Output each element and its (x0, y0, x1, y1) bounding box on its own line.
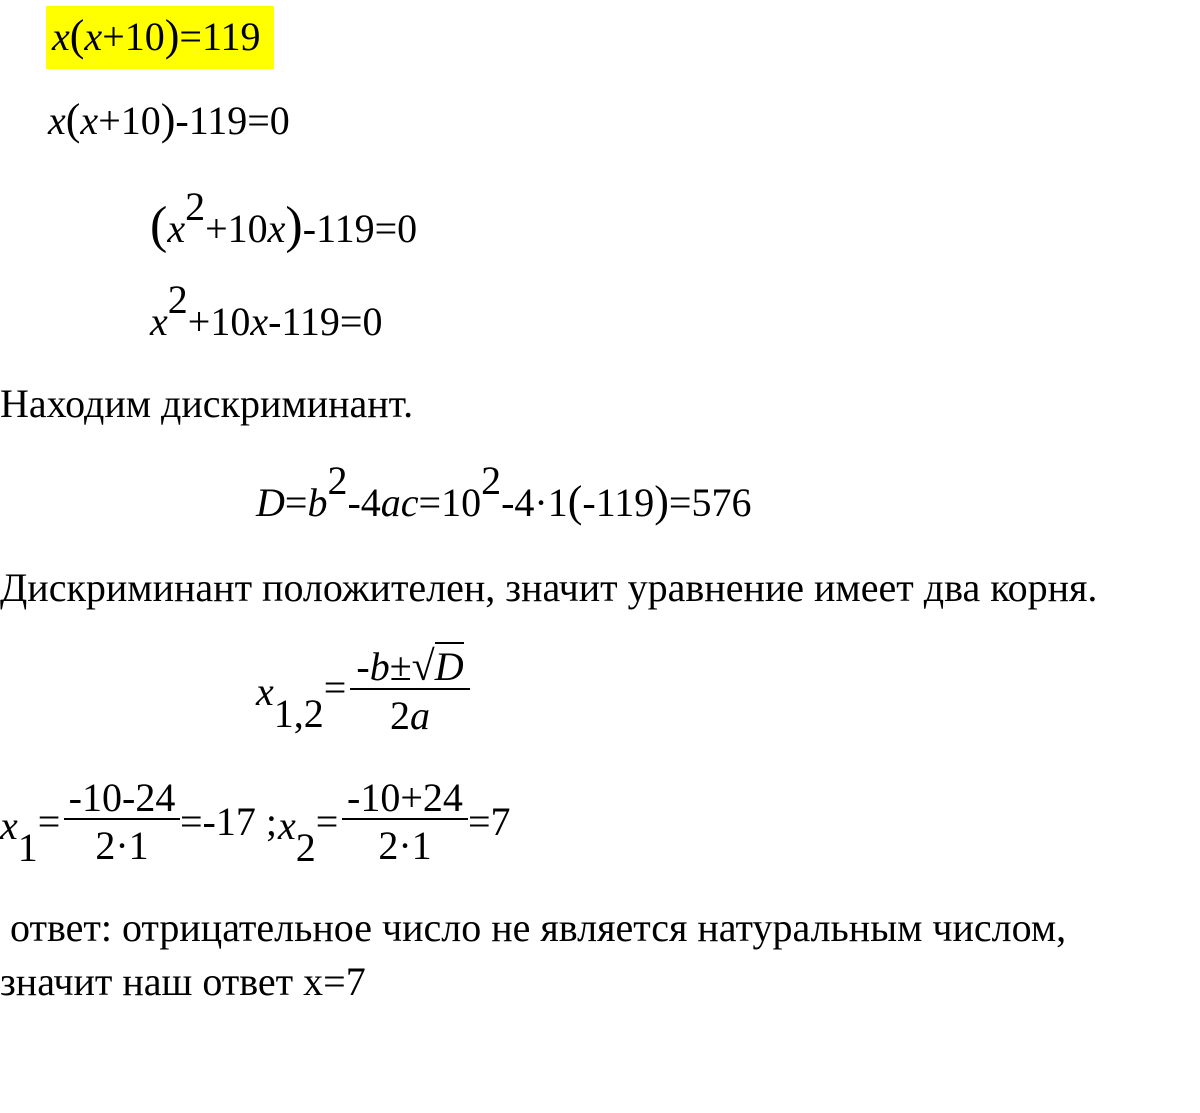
equation-2: x(x+10)-119=0 (48, 95, 290, 144)
x1-numerator: -10-24 (68, 775, 176, 820)
roots-formula-fraction (350, 646, 470, 736)
roots-formula-lhs: x1,2= (256, 665, 347, 736)
equation-1 (46, 11, 274, 60)
x2-numerator: -10+24 (347, 775, 463, 820)
x1-denominator: 2·1 (95, 823, 149, 868)
roots-formula-var: x (256, 669, 274, 714)
x1-value: =-17 ; (180, 799, 277, 844)
equation-1-highlight: x(x+10)=119 (46, 6, 274, 69)
x2-denominator: 2·1 (378, 823, 432, 868)
x2-lhs: x2= (278, 799, 339, 870)
roots-formula-denominator: 2a (390, 693, 430, 738)
equation-4: x2+10x-119=0 (150, 277, 383, 344)
roots-formula-sub: 1,2 (273, 691, 324, 736)
x2-fraction (342, 775, 468, 868)
x1-lhs: x1= (0, 799, 61, 870)
discriminant-positive-text: Дискриминант положителен, значит уравнение имеет два корня. (0, 565, 1098, 610)
equation-3: (x2+10x)-119=0 (150, 184, 418, 254)
x2-value: =7 (468, 799, 511, 844)
x1-fraction (64, 775, 180, 868)
answer-line-2: значит наш ответ x=7 (0, 959, 366, 1004)
answer-line-1: ответ: отрицательное число не является натуральным числом, (10, 905, 1067, 950)
roots-formula-numerator: -b±√D (356, 644, 464, 690)
discriminant-formula: D=b2-4ac=102-4·1(-119)=576 (256, 458, 752, 526)
find-discriminant-text: Находим дискриминант. (0, 381, 414, 426)
